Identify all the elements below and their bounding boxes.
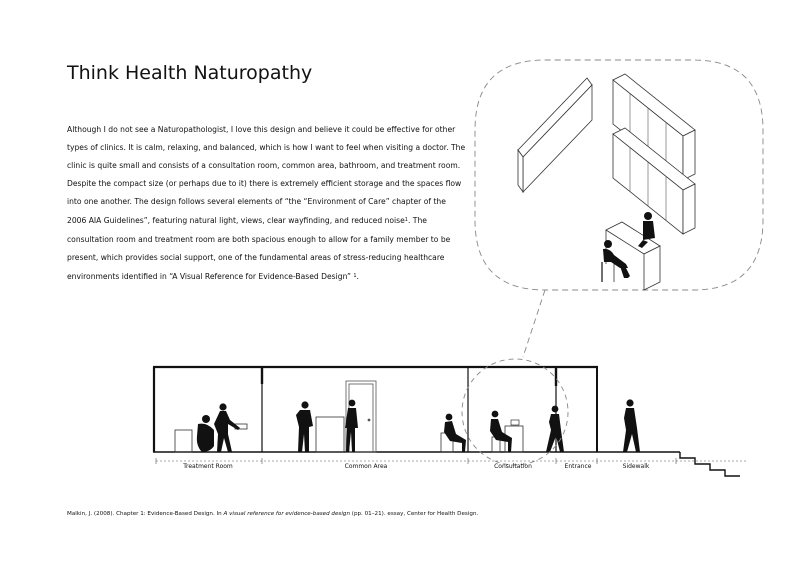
citation bbox=[67, 511, 478, 517]
label-consultation: Consultation bbox=[494, 463, 532, 470]
practitioner-person-icon bbox=[214, 403, 240, 452]
people-silhouettes bbox=[197, 399, 640, 452]
label-entrance: Entrance bbox=[564, 463, 592, 470]
label-common-area: Common Area bbox=[344, 463, 388, 470]
paragraph-part-2: . The consultation room and treatment room are both spacious enough to allow for a family member to be present, which provides social support, one of the fundamental areas of stress-reducing healthcare environments identified in “A Visual Reference for Evidence-Based Design” bbox=[67, 216, 451, 281]
walking-person-icon bbox=[546, 406, 564, 452]
standing-person-icon bbox=[345, 400, 358, 452]
exterior-steps bbox=[680, 452, 740, 476]
label-sidewalk: Sidewalk bbox=[622, 463, 650, 470]
section-dimension-line bbox=[156, 458, 746, 464]
consultation-highlight-circle bbox=[462, 359, 568, 465]
label-treatment-room: Treatment Room bbox=[183, 463, 233, 470]
citation-text: Malkin, J. (2008). Chapter 1: Evidence-Based Design. In bbox=[67, 511, 224, 517]
building-shell bbox=[153, 367, 680, 452]
citation-text-end: (pp. 01–21). essay, Center for Health Design. bbox=[350, 511, 479, 517]
seated-person-icon bbox=[490, 411, 519, 452]
citation-book-title: A visual reference for evidence-based design bbox=[223, 511, 350, 517]
patient-person-icon bbox=[197, 415, 214, 452]
seated-person-icon bbox=[444, 414, 466, 452]
paragraph-part-3: . bbox=[356, 271, 359, 281]
page-title: Think Health Naturopathy bbox=[67, 62, 313, 84]
walking-person-icon bbox=[623, 399, 640, 452]
reference-marker: 1 bbox=[353, 272, 357, 279]
reference-marker: 1 bbox=[404, 217, 408, 224]
standing-person-icon bbox=[296, 401, 313, 452]
paragraph-part-1: Although I do not see a Naturopathologist, I love this design and believe it could be effective for other types of clinics. It is calm, relaxing, and balanced, which is how I want to feel when visiting a doctor. The clinic is quite small and consists of a consultation room, common area, bathroom, and treatment room. Despite the compact size (or perhaps due to it) there is extremely efficient storage and the spaces flow into one another. The design follows several elements of “the “Environment of Care” chapter of the 2006 AIA Guidelines”, featuring natural light, views, clear wayfinding, and reduced noise bbox=[67, 125, 466, 226]
